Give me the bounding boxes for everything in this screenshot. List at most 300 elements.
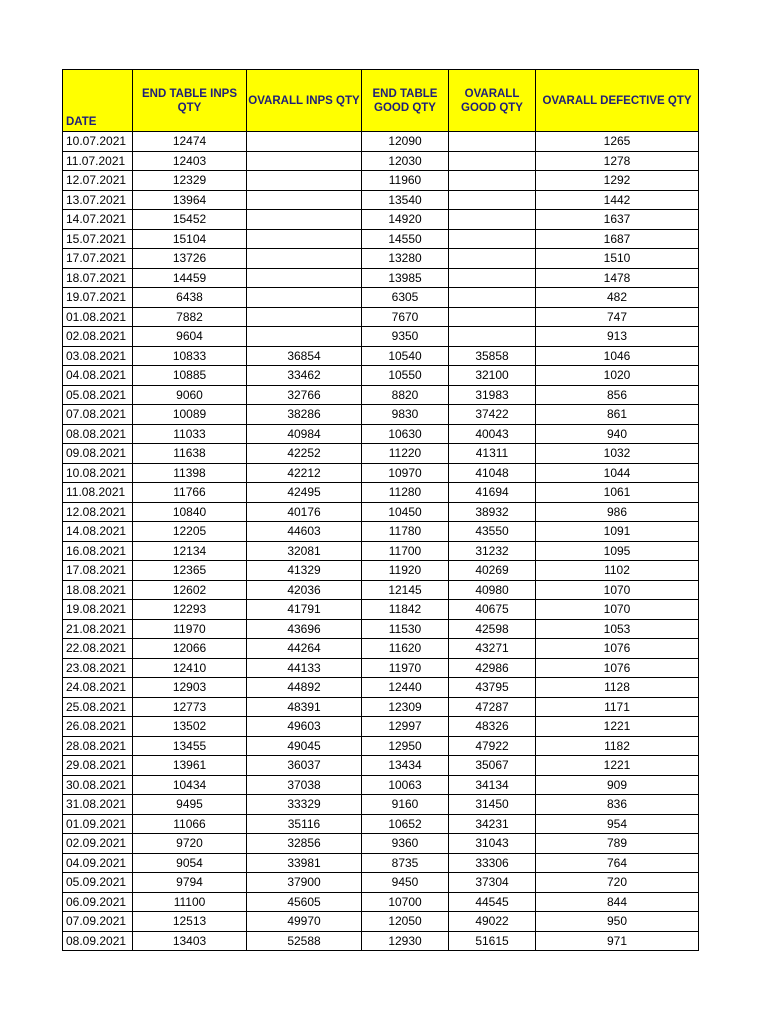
overall-defective-cell: 844 [536, 892, 699, 912]
end-table-inps-cell: 10840 [133, 502, 247, 522]
inspection-table [62, 69, 699, 951]
overall-defective-cell: 1510 [536, 249, 699, 269]
end-table-good-cell: 11280 [362, 483, 449, 503]
end-table-good-cell: 9830 [362, 405, 449, 425]
overall-defective-cell: 1046 [536, 346, 699, 366]
overall-good-cell: 41311 [449, 444, 536, 464]
overall-defective-cell: 764 [536, 853, 699, 873]
date-cell: 19.07.2021 [63, 288, 133, 308]
end-table-good-cell: 11960 [362, 171, 449, 191]
table-row [63, 678, 699, 698]
overall-good-cell [449, 171, 536, 191]
end-table-good-cell: 12440 [362, 678, 449, 698]
table-row [63, 853, 699, 873]
overall-inps-cell: 44603 [247, 522, 362, 542]
overall-inps-cell: 44892 [247, 678, 362, 698]
table-row [63, 756, 699, 776]
end-table-inps-cell: 15452 [133, 210, 247, 230]
end-table-inps-cell: 9604 [133, 327, 247, 347]
end-table-good-cell: 12950 [362, 736, 449, 756]
overall-defective-cell: 1687 [536, 229, 699, 249]
end-table-good-cell: 9450 [362, 873, 449, 893]
table-row [63, 385, 699, 405]
end-table-good-cell: 10652 [362, 814, 449, 834]
date-cell: 16.08.2021 [63, 541, 133, 561]
date-cell: 12.08.2021 [63, 502, 133, 522]
date-cell: 25.08.2021 [63, 697, 133, 717]
end-table-inps-cell: 11033 [133, 424, 247, 444]
overall-defective-cell: 950 [536, 912, 699, 932]
date-cell: 02.09.2021 [63, 834, 133, 854]
end-table-inps-cell: 10089 [133, 405, 247, 425]
overall-defective-cell: 971 [536, 931, 699, 951]
end-table-inps-cell: 13455 [133, 736, 247, 756]
overall-inps-cell [247, 171, 362, 191]
table-row [63, 327, 699, 347]
date-cell: 03.08.2021 [63, 346, 133, 366]
end-table-good-cell: 12090 [362, 132, 449, 152]
overall-good-cell: 44545 [449, 892, 536, 912]
header-overall-inps-qty: OVARALL INPS QTY [247, 70, 362, 132]
overall-inps-cell: 37038 [247, 775, 362, 795]
overall-good-cell: 35067 [449, 756, 536, 776]
table-row [63, 132, 699, 152]
table-row [63, 541, 699, 561]
overall-defective-cell: 482 [536, 288, 699, 308]
overall-inps-cell: 35116 [247, 814, 362, 834]
date-cell: 01.09.2021 [63, 814, 133, 834]
overall-inps-cell: 44264 [247, 639, 362, 659]
end-table-good-cell: 10550 [362, 366, 449, 386]
date-cell: 07.09.2021 [63, 912, 133, 932]
overall-defective-cell: 1053 [536, 619, 699, 639]
table-row [63, 249, 699, 269]
overall-inps-cell: 48391 [247, 697, 362, 717]
overall-good-cell [449, 151, 536, 171]
table-row [63, 229, 699, 249]
table-row [63, 366, 699, 386]
end-table-inps-cell: 10434 [133, 775, 247, 795]
overall-inps-cell [247, 151, 362, 171]
table-row [63, 171, 699, 191]
end-table-inps-cell: 9060 [133, 385, 247, 405]
end-table-good-cell: 13434 [362, 756, 449, 776]
table-row [63, 639, 699, 659]
overall-defective-cell: 1292 [536, 171, 699, 191]
overall-inps-cell: 41329 [247, 561, 362, 581]
end-table-inps-cell: 11970 [133, 619, 247, 639]
overall-defective-cell: 1278 [536, 151, 699, 171]
overall-good-cell: 31983 [449, 385, 536, 405]
end-table-inps-cell: 13502 [133, 717, 247, 737]
overall-good-cell: 47287 [449, 697, 536, 717]
end-table-good-cell: 12145 [362, 580, 449, 600]
overall-good-cell [449, 307, 536, 327]
date-cell: 28.08.2021 [63, 736, 133, 756]
overall-inps-cell: 43696 [247, 619, 362, 639]
overall-inps-cell [247, 268, 362, 288]
date-cell: 08.09.2021 [63, 931, 133, 951]
end-table-inps-cell: 15104 [133, 229, 247, 249]
overall-defective-cell: 1265 [536, 132, 699, 152]
end-table-inps-cell: 7882 [133, 307, 247, 327]
overall-defective-cell: 1478 [536, 268, 699, 288]
date-cell: 11.08.2021 [63, 483, 133, 503]
table-row [63, 307, 699, 327]
date-cell: 08.08.2021 [63, 424, 133, 444]
end-table-inps-cell: 12205 [133, 522, 247, 542]
overall-good-cell [449, 288, 536, 308]
date-cell: 04.09.2021 [63, 853, 133, 873]
overall-good-cell: 31232 [449, 541, 536, 561]
end-table-good-cell: 12309 [362, 697, 449, 717]
overall-defective-cell: 954 [536, 814, 699, 834]
end-table-inps-cell: 14459 [133, 268, 247, 288]
overall-inps-cell [247, 210, 362, 230]
table-row [63, 717, 699, 737]
overall-inps-cell [247, 132, 362, 152]
date-cell: 31.08.2021 [63, 795, 133, 815]
overall-good-cell: 34231 [449, 814, 536, 834]
end-table-inps-cell: 12410 [133, 658, 247, 678]
overall-inps-cell: 36854 [247, 346, 362, 366]
end-table-inps-cell: 12773 [133, 697, 247, 717]
date-cell: 30.08.2021 [63, 775, 133, 795]
end-table-good-cell: 11920 [362, 561, 449, 581]
overall-good-cell: 51615 [449, 931, 536, 951]
overall-defective-cell: 1171 [536, 697, 699, 717]
overall-defective-cell: 1070 [536, 600, 699, 620]
end-table-good-cell: 11970 [362, 658, 449, 678]
overall-good-cell: 42598 [449, 619, 536, 639]
end-table-inps-cell: 12513 [133, 912, 247, 932]
overall-good-cell: 40980 [449, 580, 536, 600]
table-row [63, 600, 699, 620]
end-table-inps-cell: 13726 [133, 249, 247, 269]
table-row [63, 697, 699, 717]
overall-defective-cell: 1020 [536, 366, 699, 386]
end-table-inps-cell: 11398 [133, 463, 247, 483]
overall-good-cell [449, 229, 536, 249]
overall-inps-cell: 33462 [247, 366, 362, 386]
date-cell: 10.07.2021 [63, 132, 133, 152]
overall-good-cell: 47922 [449, 736, 536, 756]
end-table-good-cell: 12930 [362, 931, 449, 951]
overall-defective-cell: 1128 [536, 678, 699, 698]
overall-defective-cell: 909 [536, 775, 699, 795]
table-row [63, 658, 699, 678]
table-row [63, 775, 699, 795]
date-cell: 05.09.2021 [63, 873, 133, 893]
overall-inps-cell: 41791 [247, 600, 362, 620]
overall-inps-cell: 42036 [247, 580, 362, 600]
table-row [63, 268, 699, 288]
date-cell: 26.08.2021 [63, 717, 133, 737]
overall-defective-cell: 789 [536, 834, 699, 854]
end-table-good-cell: 10970 [362, 463, 449, 483]
end-table-inps-cell: 12602 [133, 580, 247, 600]
date-cell: 12.07.2021 [63, 171, 133, 191]
end-table-inps-cell: 9495 [133, 795, 247, 815]
overall-inps-cell: 45605 [247, 892, 362, 912]
date-cell: 18.08.2021 [63, 580, 133, 600]
overall-good-cell: 48326 [449, 717, 536, 737]
header-overall-defective-qty: OVARALL DEFECTIVE QTY [536, 70, 699, 132]
overall-defective-cell: 1032 [536, 444, 699, 464]
table-row [63, 834, 699, 854]
date-cell: 18.07.2021 [63, 268, 133, 288]
date-cell: 02.08.2021 [63, 327, 133, 347]
overall-defective-cell: 986 [536, 502, 699, 522]
table-row [63, 912, 699, 932]
end-table-inps-cell: 12474 [133, 132, 247, 152]
end-table-good-cell: 13540 [362, 190, 449, 210]
end-table-good-cell: 9350 [362, 327, 449, 347]
overall-defective-cell: 1061 [536, 483, 699, 503]
end-table-good-cell: 13280 [362, 249, 449, 269]
end-table-good-cell: 12997 [362, 717, 449, 737]
end-table-good-cell: 6305 [362, 288, 449, 308]
date-cell: 09.08.2021 [63, 444, 133, 464]
header-end-table-inps-qty: END TABLE INPS QTY [133, 70, 247, 132]
date-cell: 17.07.2021 [63, 249, 133, 269]
end-table-good-cell: 10450 [362, 502, 449, 522]
overall-good-cell: 35858 [449, 346, 536, 366]
overall-inps-cell [247, 229, 362, 249]
end-table-inps-cell: 11638 [133, 444, 247, 464]
end-table-good-cell: 11842 [362, 600, 449, 620]
overall-good-cell: 40043 [449, 424, 536, 444]
overall-defective-cell: 1182 [536, 736, 699, 756]
table-row [63, 561, 699, 581]
end-table-inps-cell: 13403 [133, 931, 247, 951]
overall-defective-cell: 1076 [536, 639, 699, 659]
overall-good-cell: 37304 [449, 873, 536, 893]
date-cell: 22.08.2021 [63, 639, 133, 659]
overall-defective-cell: 836 [536, 795, 699, 815]
end-table-good-cell: 14550 [362, 229, 449, 249]
overall-good-cell: 33306 [449, 853, 536, 873]
overall-inps-cell: 40984 [247, 424, 362, 444]
overall-inps-cell [247, 327, 362, 347]
table-row [63, 814, 699, 834]
end-table-inps-cell: 9720 [133, 834, 247, 854]
end-table-good-cell: 12030 [362, 151, 449, 171]
end-table-good-cell: 11700 [362, 541, 449, 561]
overall-inps-cell: 32766 [247, 385, 362, 405]
overall-inps-cell: 33329 [247, 795, 362, 815]
header-row [63, 70, 699, 132]
overall-defective-cell: 1070 [536, 580, 699, 600]
end-table-inps-cell: 12365 [133, 561, 247, 581]
table-row [63, 619, 699, 639]
table-row [63, 405, 699, 425]
end-table-inps-cell: 12293 [133, 600, 247, 620]
end-table-good-cell: 8735 [362, 853, 449, 873]
date-cell: 04.08.2021 [63, 366, 133, 386]
overall-good-cell: 31450 [449, 795, 536, 815]
end-table-inps-cell: 13964 [133, 190, 247, 210]
date-cell: 10.08.2021 [63, 463, 133, 483]
overall-good-cell: 43795 [449, 678, 536, 698]
end-table-inps-cell: 9054 [133, 853, 247, 873]
table-row [63, 931, 699, 951]
end-table-good-cell: 10700 [362, 892, 449, 912]
end-table-inps-cell: 10833 [133, 346, 247, 366]
overall-defective-cell: 1076 [536, 658, 699, 678]
date-cell: 29.08.2021 [63, 756, 133, 776]
overall-good-cell: 37422 [449, 405, 536, 425]
overall-defective-cell: 1095 [536, 541, 699, 561]
table-row [63, 483, 699, 503]
overall-inps-cell: 33981 [247, 853, 362, 873]
overall-inps-cell [247, 190, 362, 210]
table-row [63, 190, 699, 210]
table-row [63, 736, 699, 756]
end-table-good-cell: 7670 [362, 307, 449, 327]
overall-inps-cell: 37900 [247, 873, 362, 893]
table-row [63, 444, 699, 464]
table-row [63, 288, 699, 308]
overall-inps-cell [247, 288, 362, 308]
table-row [63, 424, 699, 444]
header-date: DATE [63, 70, 133, 132]
end-table-inps-cell: 11766 [133, 483, 247, 503]
table-row [63, 580, 699, 600]
header-overall-good-qty: OVARALL GOOD QTY [449, 70, 536, 132]
overall-inps-cell: 49045 [247, 736, 362, 756]
end-table-inps-cell: 12403 [133, 151, 247, 171]
overall-defective-cell: 720 [536, 873, 699, 893]
overall-inps-cell: 36037 [247, 756, 362, 776]
overall-defective-cell: 1221 [536, 756, 699, 776]
table-row [63, 892, 699, 912]
overall-defective-cell: 940 [536, 424, 699, 444]
overall-inps-cell [247, 307, 362, 327]
overall-defective-cell: 1442 [536, 190, 699, 210]
overall-inps-cell: 52588 [247, 931, 362, 951]
end-table-inps-cell: 12066 [133, 639, 247, 659]
date-cell: 11.07.2021 [63, 151, 133, 171]
date-cell: 05.08.2021 [63, 385, 133, 405]
overall-good-cell: 41048 [449, 463, 536, 483]
overall-defective-cell: 913 [536, 327, 699, 347]
overall-defective-cell: 856 [536, 385, 699, 405]
overall-good-cell: 40269 [449, 561, 536, 581]
end-table-good-cell: 12050 [362, 912, 449, 932]
end-table-inps-cell: 12134 [133, 541, 247, 561]
date-cell: 06.09.2021 [63, 892, 133, 912]
end-table-inps-cell: 10885 [133, 366, 247, 386]
overall-defective-cell: 1091 [536, 522, 699, 542]
end-table-good-cell: 10063 [362, 775, 449, 795]
end-table-inps-cell: 13961 [133, 756, 247, 776]
date-cell: 19.08.2021 [63, 600, 133, 620]
overall-good-cell [449, 190, 536, 210]
overall-good-cell: 43550 [449, 522, 536, 542]
end-table-good-cell: 13985 [362, 268, 449, 288]
end-table-good-cell: 10540 [362, 346, 449, 366]
overall-defective-cell: 1221 [536, 717, 699, 737]
date-cell: 14.07.2021 [63, 210, 133, 230]
end-table-inps-cell: 12903 [133, 678, 247, 698]
overall-good-cell: 38932 [449, 502, 536, 522]
end-table-good-cell: 11620 [362, 639, 449, 659]
header-end-table-good-qty: END TABLE GOOD QTY [362, 70, 449, 132]
end-table-inps-cell: 9794 [133, 873, 247, 893]
overall-defective-cell: 861 [536, 405, 699, 425]
date-cell: 15.07.2021 [63, 229, 133, 249]
table-row [63, 463, 699, 483]
end-table-good-cell: 11780 [362, 522, 449, 542]
overall-good-cell [449, 268, 536, 288]
overall-good-cell: 43271 [449, 639, 536, 659]
overall-inps-cell: 49970 [247, 912, 362, 932]
table-row [63, 346, 699, 366]
end-table-inps-cell: 6438 [133, 288, 247, 308]
date-cell: 07.08.2021 [63, 405, 133, 425]
overall-good-cell: 42986 [449, 658, 536, 678]
end-table-good-cell: 10630 [362, 424, 449, 444]
end-table-inps-cell: 12329 [133, 171, 247, 191]
end-table-good-cell: 9360 [362, 834, 449, 854]
date-cell: 17.08.2021 [63, 561, 133, 581]
overall-inps-cell: 40176 [247, 502, 362, 522]
overall-defective-cell: 1102 [536, 561, 699, 581]
overall-good-cell: 31043 [449, 834, 536, 854]
table-row [63, 151, 699, 171]
overall-inps-cell: 44133 [247, 658, 362, 678]
end-table-good-cell: 9160 [362, 795, 449, 815]
overall-defective-cell: 1044 [536, 463, 699, 483]
date-cell: 21.08.2021 [63, 619, 133, 639]
overall-inps-cell: 32856 [247, 834, 362, 854]
overall-good-cell: 32100 [449, 366, 536, 386]
overall-good-cell: 40675 [449, 600, 536, 620]
overall-good-cell: 34134 [449, 775, 536, 795]
overall-inps-cell: 38286 [247, 405, 362, 425]
overall-good-cell: 41694 [449, 483, 536, 503]
end-table-good-cell: 11530 [362, 619, 449, 639]
table-body [63, 132, 699, 951]
overall-good-cell [449, 132, 536, 152]
end-table-inps-cell: 11100 [133, 892, 247, 912]
date-cell: 14.08.2021 [63, 522, 133, 542]
overall-inps-cell [247, 249, 362, 269]
overall-inps-cell: 42252 [247, 444, 362, 464]
table-row [63, 795, 699, 815]
table-row [63, 873, 699, 893]
end-table-inps-cell: 11066 [133, 814, 247, 834]
date-cell: 24.08.2021 [63, 678, 133, 698]
overall-good-cell [449, 327, 536, 347]
date-cell: 01.08.2021 [63, 307, 133, 327]
table-row [63, 210, 699, 230]
table-row [63, 522, 699, 542]
overall-good-cell [449, 210, 536, 230]
end-table-good-cell: 11220 [362, 444, 449, 464]
date-cell: 23.08.2021 [63, 658, 133, 678]
overall-inps-cell: 32081 [247, 541, 362, 561]
overall-good-cell [449, 249, 536, 269]
overall-defective-cell: 1637 [536, 210, 699, 230]
date-cell: 13.07.2021 [63, 190, 133, 210]
overall-inps-cell: 42495 [247, 483, 362, 503]
end-table-good-cell: 14920 [362, 210, 449, 230]
overall-inps-cell: 42212 [247, 463, 362, 483]
overall-inps-cell: 49603 [247, 717, 362, 737]
table-row [63, 502, 699, 522]
